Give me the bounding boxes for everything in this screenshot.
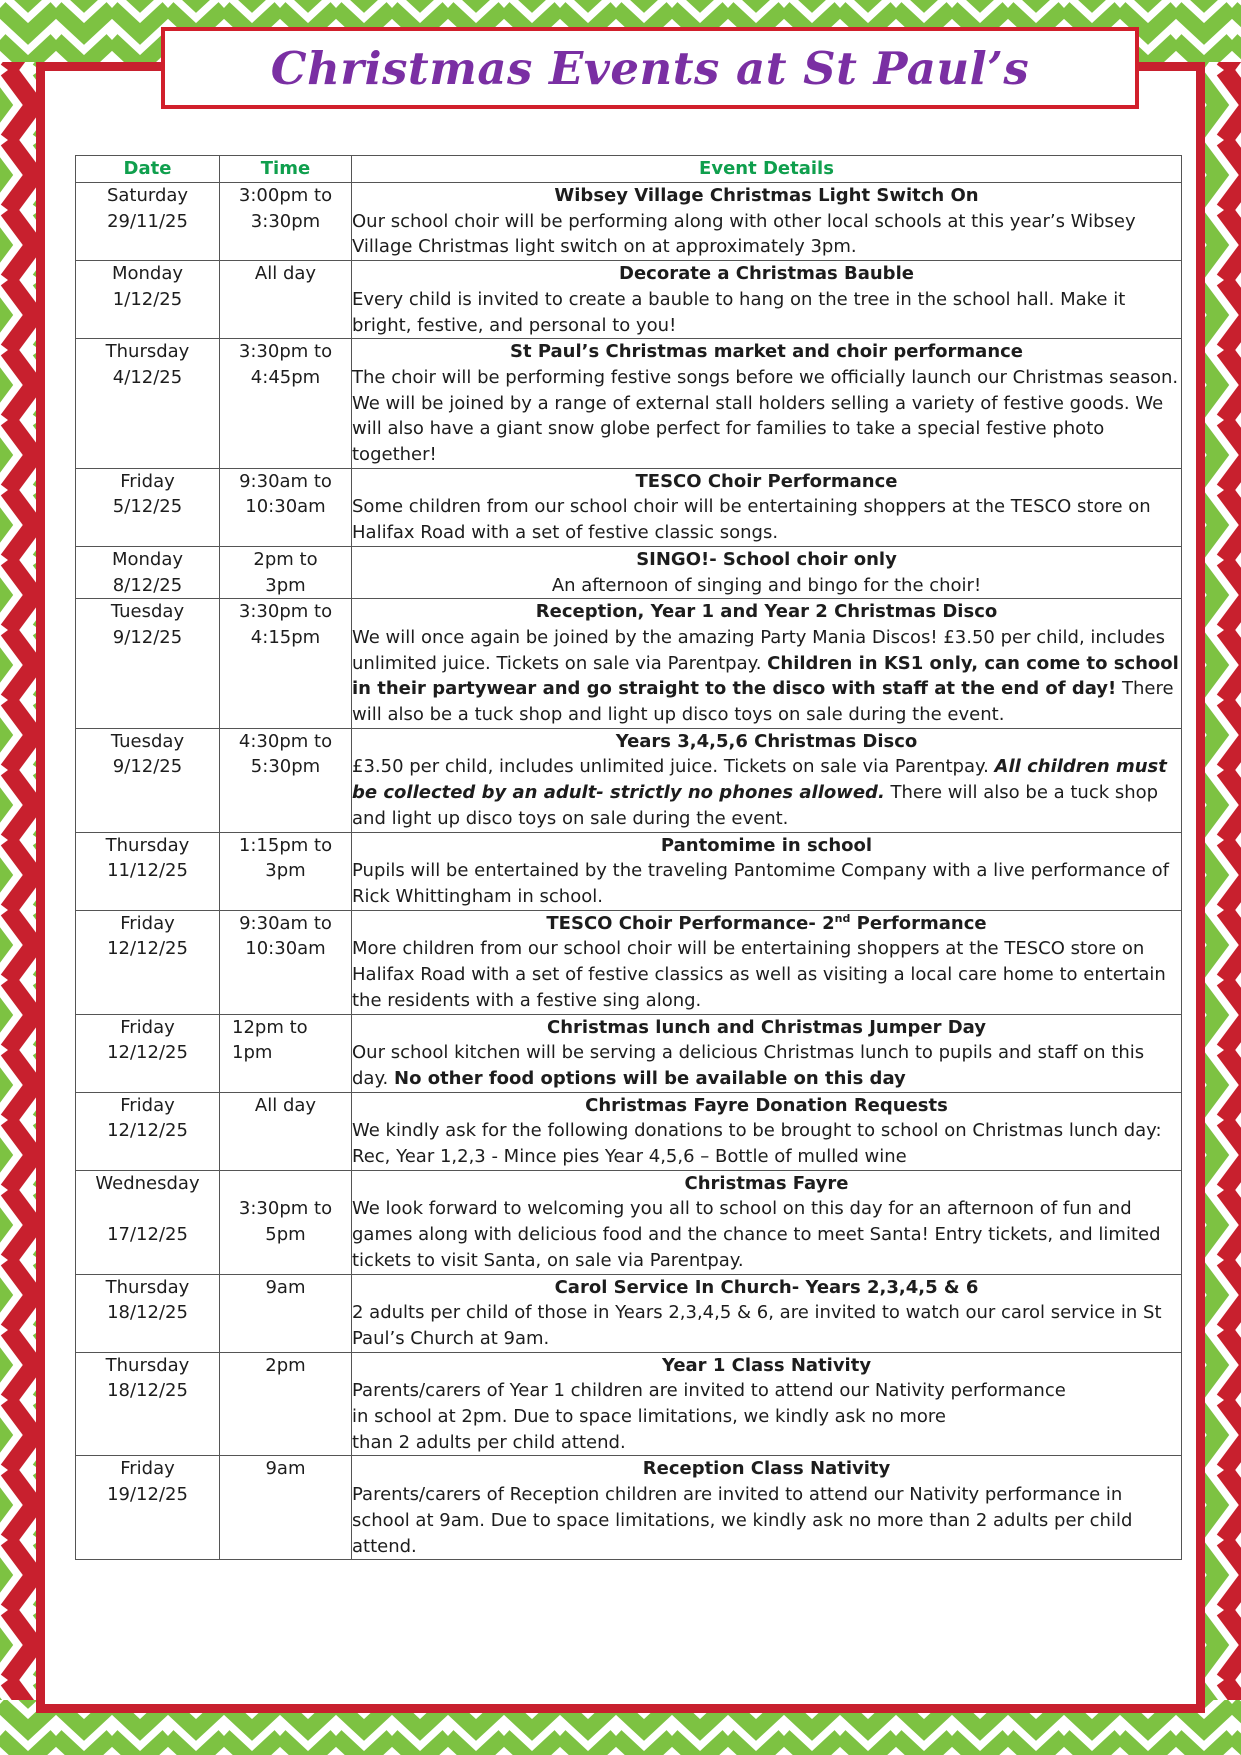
event-date: Monday 8/12/25 (76, 546, 220, 598)
event-details (352, 1352, 1182, 1456)
event-details (352, 339, 1182, 469)
table-row (76, 728, 1182, 832)
event-body: Our school kitchen will be serving a delicious Christmas lunch to pupils and staff on this day. No other food options will be available on this day (352, 1042, 1145, 1089)
event-title: Year 1 Class Nativity (661, 1354, 872, 1376)
table-row (76, 1170, 1182, 1274)
table-row (76, 599, 1182, 729)
event-body: An afternoon of singing and bingo for the choir! (551, 574, 982, 596)
event-body-emphasis: Children in KS1 only, can come to school in their partywear and go straight to the disco with staff at the end of day! (352, 652, 1179, 700)
table-row (76, 261, 1182, 339)
event-body: We will once again be joined by the amazing Party Mania Discos! £3.50 per child, includes unlimited juice. Tickets on sale via Parentpay. Children in KS1 only, can come to school in their partywear and go straight to the disco with staff at the end of day! There will also be a tuck shop and light up disco toys on sale during the event. (352, 626, 1179, 726)
event-details (352, 1170, 1182, 1274)
event-time: 2pm (220, 1352, 352, 1456)
event-details (352, 261, 1182, 339)
event-body: We kindly ask for the following donations to be brought to school on Christmas lunch day: Rec, Year 1,2,3 - Mince pies Year 4,5,6 – Bottle of mulled wine (352, 1120, 1162, 1168)
event-body: We look forward to welcoming you all to school on this day for an afternoon of fun and games along with delicious food and the chance to meet Santa! Entry tickets, and limited tickets to visit Santa, on sale via Parentpay. (352, 1198, 1161, 1271)
event-details (352, 468, 1182, 546)
event-date: Tuesday 9/12/25 (76, 599, 220, 729)
event-time: 12pm to 1pm (220, 1014, 352, 1092)
event-title: Decorate a Christmas Bauble (619, 263, 914, 285)
event-time: 9am (220, 1456, 352, 1560)
event-details (352, 1456, 1182, 1560)
column-header-time: Time (220, 156, 352, 183)
title-banner (161, 27, 1139, 109)
table-row (76, 1456, 1182, 1560)
event-body: The choir will be performing festive songs before we officially launch our Christmas season. We will be joined by a range of external stall holders selling a variety of festive goods. We will also have a giant snow globe perfect for families to take a special festive photo together! (352, 366, 1179, 466)
table-row (76, 1274, 1182, 1352)
event-details (352, 1274, 1182, 1352)
event-date: Friday 5/12/25 (76, 468, 220, 546)
event-date: Thursday 11/12/25 (76, 832, 220, 910)
event-body: 2 adults per child of those in Years 2,3,4,5 & 6, are invited to watch our carol service in St Paul’s Church at 9am. (352, 1302, 1162, 1349)
event-time: 3:30pm to 5pm (220, 1170, 352, 1274)
event-date: Thursday 4/12/25 (76, 339, 220, 469)
event-details (352, 1014, 1182, 1092)
event-date: Saturday 29/11/25 (76, 183, 220, 261)
event-date: Thursday 18/12/25 (76, 1274, 220, 1352)
event-date: Wednesday 17/12/25 (76, 1170, 220, 1274)
table-header-row (76, 156, 1182, 183)
event-time: 4:30pm to 5:30pm (220, 728, 352, 832)
table-row (76, 1092, 1182, 1170)
event-body: Parents/carers of Year 1 children are invited to attend our Nativity performance in school at 2pm. Due to space limitations, we kindly ask no more than 2 adults per child attend. (352, 1380, 1066, 1453)
event-details (352, 910, 1182, 1014)
event-title: TESCO Choir Performance- 2nd Performance (546, 911, 987, 934)
event-body-emphasis: All children must be collected by an adult- strictly no phones allowed. (352, 756, 1167, 804)
event-details (352, 546, 1182, 598)
event-date: Thursday 18/12/25 (76, 1352, 220, 1456)
event-details (352, 1092, 1182, 1170)
event-time: 3:30pm to 4:45pm (220, 339, 352, 469)
table-row (76, 832, 1182, 910)
event-date: Friday 12/12/25 (76, 1014, 220, 1092)
event-time: 9:30am to 10:30am (220, 910, 352, 1014)
event-title: Reception Class Nativity (642, 1458, 891, 1480)
event-date: Friday 19/12/25 (76, 1456, 220, 1560)
event-time: 1:15pm to 3pm (220, 832, 352, 910)
event-body: Some children from our school choir will be entertaining shoppers at the TESCO store on Halifax Road with a set of festive classic songs. (352, 496, 1151, 544)
event-body: Parents/carers of Reception children are invited to attend our Nativity performance in school at 9am. Due to space limitations, we kindly ask no more than 2 adults per child attend. (352, 1484, 1133, 1557)
event-details (352, 832, 1182, 910)
event-body: More children from our school choir will be entertaining shoppers at the TESCO store on Halifax Road with a set of festive classics as well as visiting a local care home to entertain the residents with a festive sing along. (352, 938, 1166, 1011)
event-time: All day (220, 1092, 352, 1170)
event-title: St Paul’s Christmas market and choir performance (509, 341, 1024, 363)
event-time: 9am (220, 1274, 352, 1352)
event-body: Every child is invited to create a bauble to hang on the tree in the school hall. Make it bright, festive, and personal to you! (352, 288, 1126, 336)
event-title: Christmas Fayre (684, 1172, 849, 1194)
events-table (75, 155, 1182, 1560)
event-time: 2pm to 3pm (220, 546, 352, 598)
event-title: Christmas Fayre Donation Requests (585, 1094, 948, 1116)
event-title: SINGO!- School choir only (636, 548, 897, 570)
event-body-emphasis: No other food options will be available on this day (394, 1067, 906, 1089)
event-title: TESCO Choir Performance (635, 470, 898, 492)
event-date: Tuesday 9/12/25 (76, 728, 220, 832)
table-row (76, 1352, 1182, 1456)
event-time: All day (220, 261, 352, 339)
column-header-details: Event Details (352, 156, 1182, 183)
event-details (352, 599, 1182, 729)
event-time: 9:30am to 10:30am (220, 468, 352, 546)
event-date: Monday 1/12/25 (76, 261, 220, 339)
event-details (352, 183, 1182, 261)
event-title: Reception, Year 1 and Year 2 Christmas Disco (535, 601, 998, 623)
event-title: Wibsey Village Christmas Light Switch On (554, 185, 979, 206)
table-row (76, 1014, 1182, 1092)
table-row (76, 546, 1182, 598)
event-title: Christmas lunch and Christmas Jumper Day (547, 1016, 986, 1038)
table-row (76, 183, 1182, 261)
event-body: £3.50 per child, includes unlimited juice. Tickets on sale via Parentpay. All children must be collected by an adult- strictly no phones allowed. There will also be a tuck shop and light up disco toys on sale during the event. (352, 756, 1167, 829)
table-row (76, 910, 1182, 1014)
event-title: Carol Service In Church- Years 2,3,4,5 & 6 (554, 1276, 979, 1298)
page-title: Christmas Events at St Paul’s (270, 41, 1030, 95)
event-date: Friday 12/12/25 (76, 1092, 220, 1170)
event-title: Pantomime in school (660, 834, 873, 856)
column-header-date: Date (76, 156, 220, 183)
event-date: Friday 12/12/25 (76, 910, 220, 1014)
event-time: 3:00pm to 3:30pm (220, 183, 352, 261)
event-details (352, 728, 1182, 832)
table-row (76, 339, 1182, 469)
event-body: Our school choir will be performing along with other local schools at this year’s Wibsey Village Christmas light switch on at approximately 3pm. (352, 210, 1136, 258)
event-time: 3:30pm to 4:15pm (220, 599, 352, 729)
event-body: Pupils will be entertained by the traveling Pantomime Company with a live performance of Rick Whittingham in school. (352, 860, 1169, 907)
event-title: Years 3,4,5,6 Christmas Disco (615, 730, 918, 752)
table-row (76, 468, 1182, 546)
